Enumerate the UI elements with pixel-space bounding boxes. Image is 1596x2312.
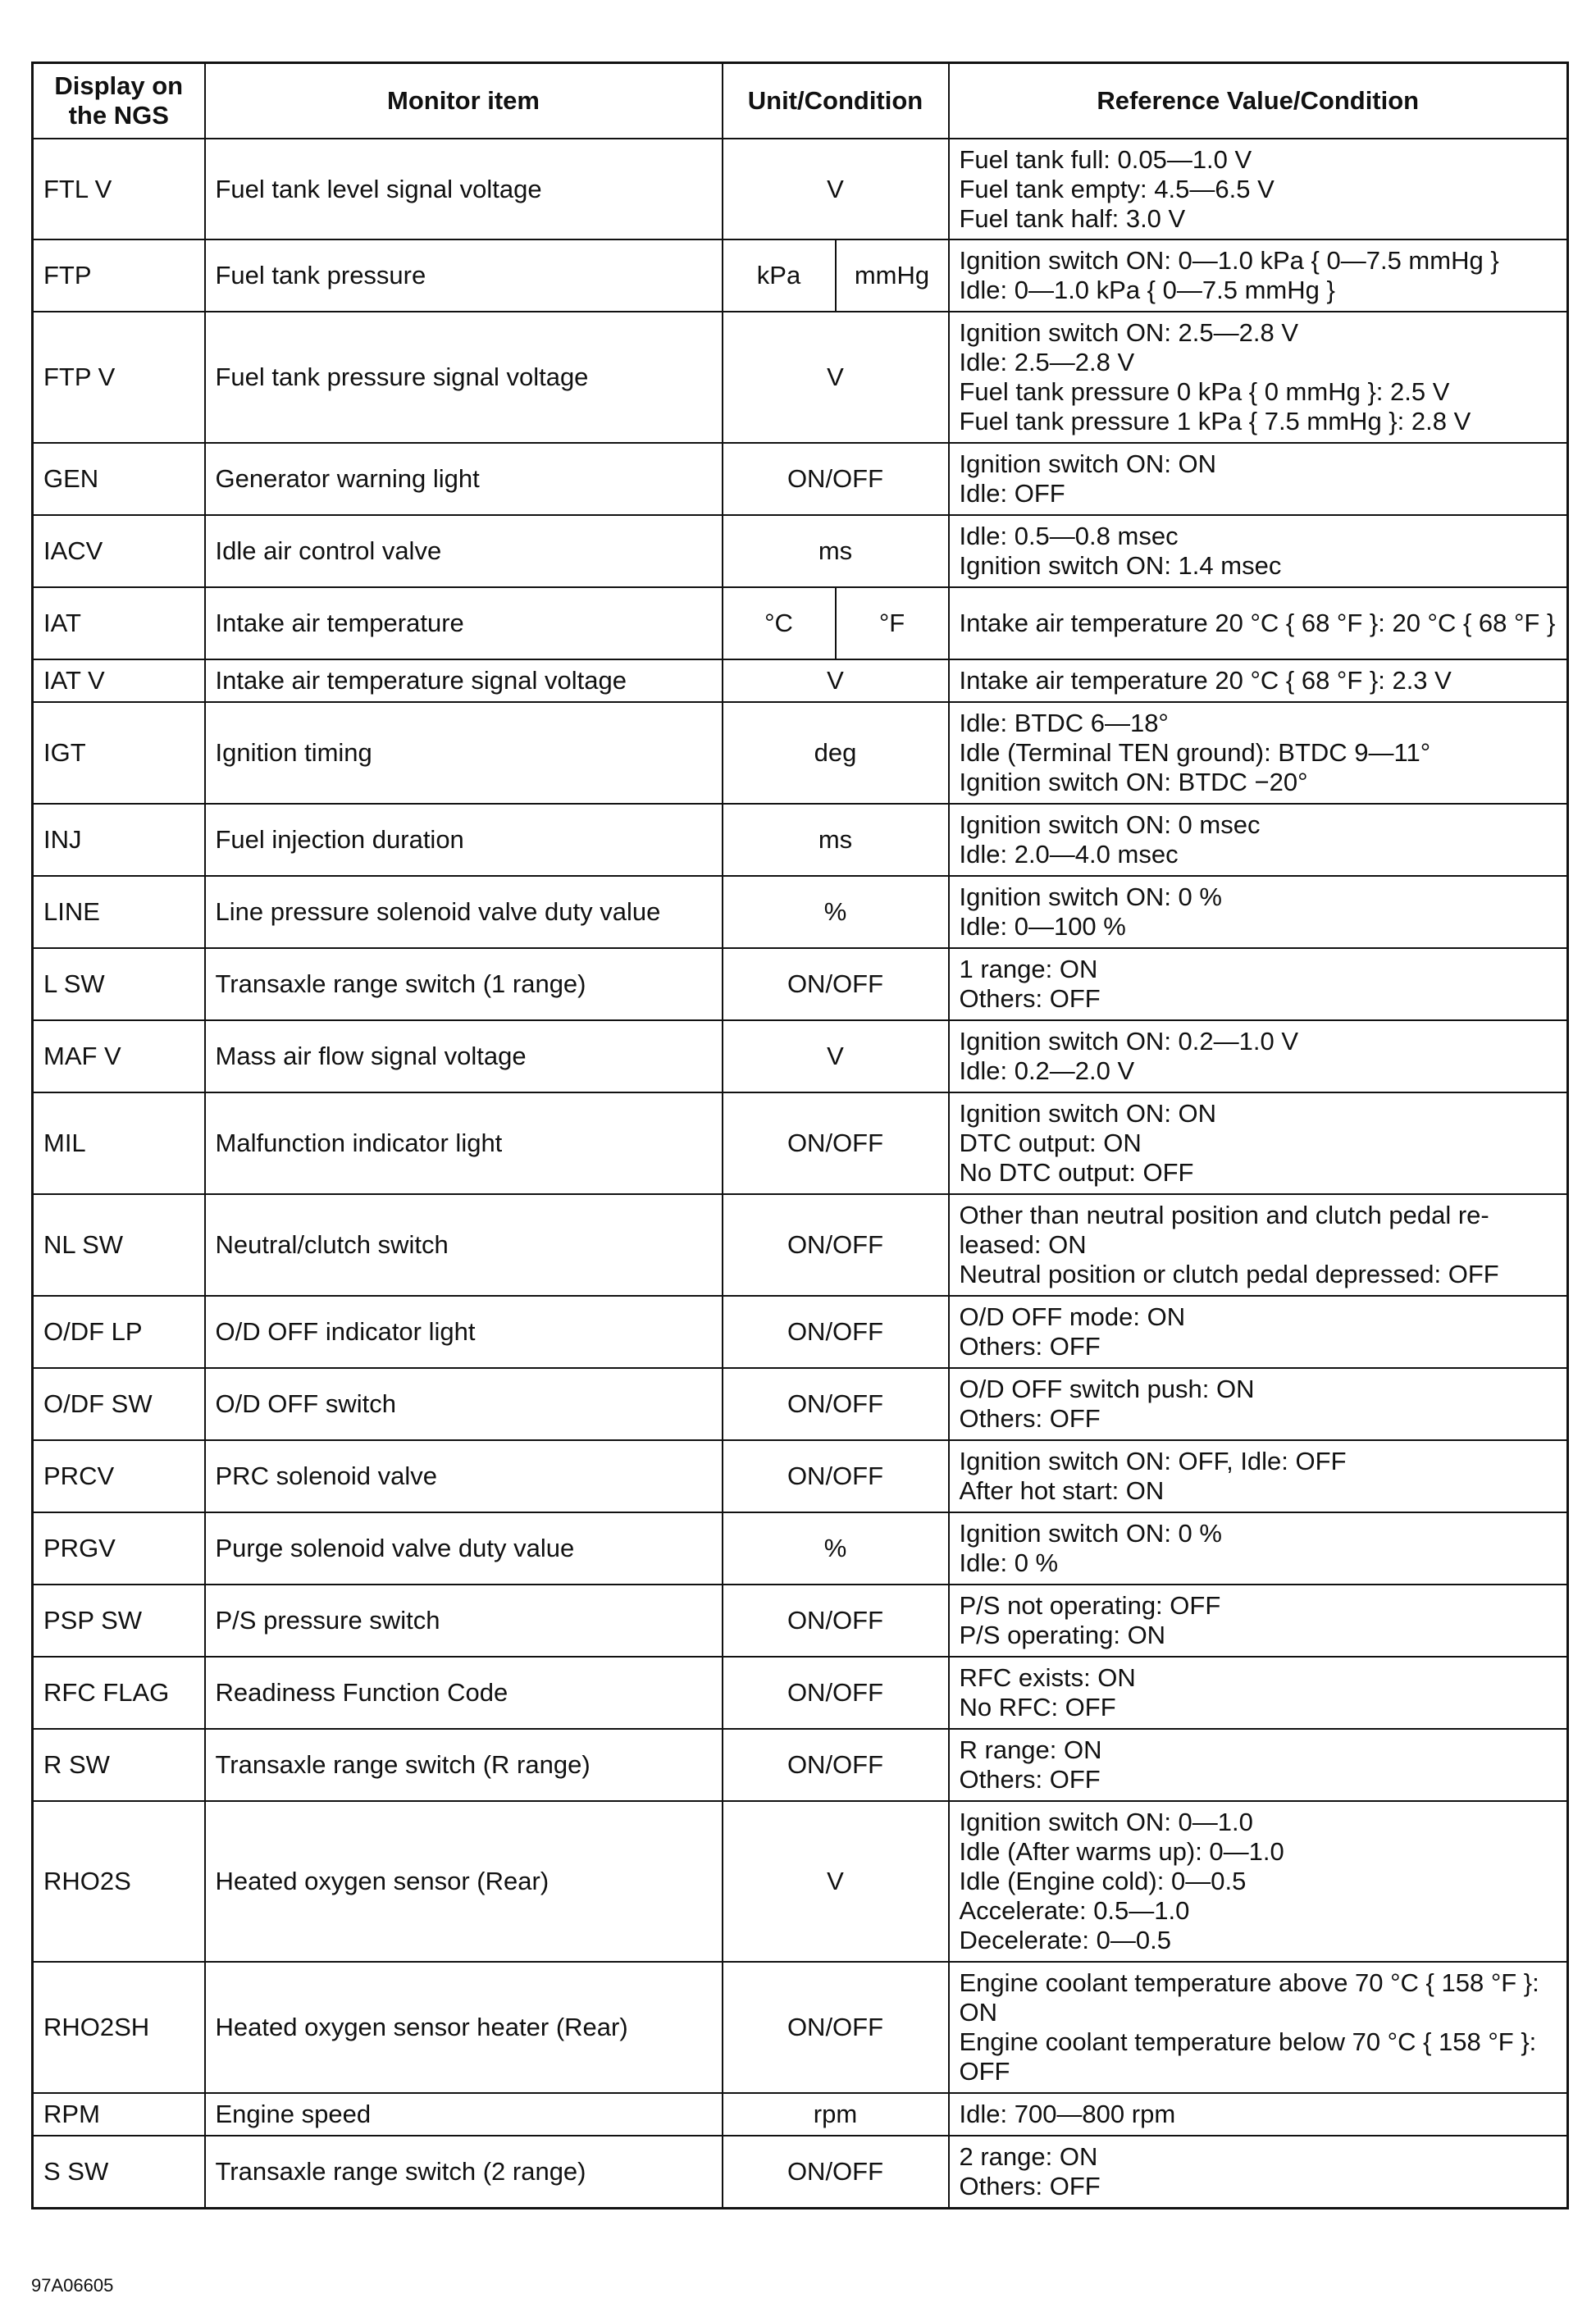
unit-cell: °C xyxy=(723,587,836,659)
monitor-item-cell: Ignition timing xyxy=(205,702,723,804)
reference-value-cell xyxy=(949,2093,1568,2136)
table-body xyxy=(33,139,1568,2208)
table-row xyxy=(33,139,1568,239)
unit-cell: ON/OFF xyxy=(723,1657,949,1729)
monitor-item-cell: Malfunction indicator light xyxy=(205,1092,723,1194)
table-row xyxy=(33,876,1568,948)
reference-line: After hot start: ON xyxy=(959,1476,1165,1505)
table-row xyxy=(33,1020,1568,1092)
table-row xyxy=(33,1440,1568,1512)
reference-value-cell xyxy=(949,659,1568,702)
display-code-cell: MAF V xyxy=(33,1020,205,1092)
monitor-item-cell: Intake air temperature xyxy=(205,587,723,659)
unit-cell: ON/OFF xyxy=(723,2136,949,2208)
header-reference-value: Reference Value/Condition xyxy=(949,63,1568,139)
display-code-cell: RFC FLAG xyxy=(33,1657,205,1729)
reference-line: Fuel tank empty: 4.5—6.5 V xyxy=(959,174,1275,203)
reference-line: O/D OFF switch push: ON xyxy=(959,1375,1255,1403)
display-code-cell: FTP V xyxy=(33,312,205,443)
monitor-item-cell: Mass air flow signal voltage xyxy=(205,1020,723,1092)
reference-line: Others: OFF xyxy=(959,1404,1101,1433)
display-code-cell: O/DF LP xyxy=(33,1296,205,1368)
monitor-item-cell: Fuel injection duration xyxy=(205,804,723,876)
monitor-item-cell: Engine speed xyxy=(205,2093,723,2136)
monitor-item-cell: Neutral/clutch switch xyxy=(205,1194,723,1296)
reference-line: P/S not operating: OFF xyxy=(959,1591,1221,1620)
display-code-cell: FTP xyxy=(33,239,205,312)
unit-cell: % xyxy=(723,1512,949,1585)
reference-line: P/S operating: ON xyxy=(959,1621,1166,1649)
reference-line: Fuel tank half: 3.0 V xyxy=(959,203,1186,233)
reference-line: Idle: OFF xyxy=(959,479,1065,508)
unit-cell: ON/OFF xyxy=(723,1194,949,1296)
header-display: Display on the NGS xyxy=(33,63,205,139)
table-row xyxy=(33,239,1568,312)
table-row xyxy=(33,1512,1568,1585)
reference-value-cell xyxy=(949,1440,1568,1512)
reference-line: Ignition switch ON: 2.5—2.8 V xyxy=(959,318,1299,347)
monitor-item-cell: Idle air control valve xyxy=(205,515,723,587)
display-code-cell: INJ xyxy=(33,804,205,876)
monitor-item-cell: Heated oxygen sensor (Rear) xyxy=(205,1801,723,1962)
monitor-item-cell: Purge solenoid valve duty value xyxy=(205,1512,723,1585)
table-row xyxy=(33,1962,1568,2093)
table-row xyxy=(33,659,1568,702)
unit-cell: ON/OFF xyxy=(723,1440,949,1512)
reference-line: O/D OFF mode: ON xyxy=(959,1302,1186,1331)
display-code-cell: IACV xyxy=(33,515,205,587)
display-code-cell: S SW xyxy=(33,2136,205,2208)
unit-cell: ON/OFF xyxy=(723,443,949,515)
reference-value-cell xyxy=(949,876,1568,948)
reference-value-cell xyxy=(949,1585,1568,1657)
reference-value-cell xyxy=(949,239,1568,312)
monitor-table xyxy=(31,62,1569,2209)
reference-line: Intake air temperature 20 °C { 68 °F }: 20 °C { 68 °F } xyxy=(959,609,1556,637)
reference-value-cell xyxy=(949,1194,1568,1296)
reference-value-cell xyxy=(949,1801,1568,1962)
display-code-cell: RHO2S xyxy=(33,1801,205,1962)
display-code-cell: NL SW xyxy=(33,1194,205,1296)
reference-line: Idle: 2.5—2.8 V xyxy=(959,348,1135,376)
reference-line: Idle: 0.5—0.8 msec xyxy=(959,522,1179,550)
reference-value-cell xyxy=(949,1020,1568,1092)
reference-line: Decelerate: 0—0.5 xyxy=(959,1926,1171,1954)
unit-cell: V xyxy=(723,1020,949,1092)
monitor-item-cell: Fuel tank pressure signal voltage xyxy=(205,312,723,443)
table-row xyxy=(33,1296,1568,1368)
table-row xyxy=(33,1194,1568,1296)
unit-cell: ms xyxy=(723,804,949,876)
monitor-item-cell: Transaxle range switch (1 range) xyxy=(205,948,723,1020)
reference-line: Ignition switch ON: 0 msec xyxy=(959,810,1261,839)
reference-value-cell xyxy=(949,2136,1568,2208)
monitor-item-cell: Transaxle range switch (R range) xyxy=(205,1729,723,1801)
unit-cell: ON/OFF xyxy=(723,1368,949,1440)
reference-value-cell xyxy=(949,1962,1568,2093)
reference-line: Others: OFF xyxy=(959,1765,1101,1794)
reference-line: Accelerate: 0.5—1.0 xyxy=(959,1896,1190,1925)
monitor-item-cell: O/D OFF indicator light xyxy=(205,1296,723,1368)
reference-line: Ignition switch ON: OFF, Idle: OFF xyxy=(959,1447,1347,1475)
unit-cell: ms xyxy=(723,515,949,587)
table-row xyxy=(33,948,1568,1020)
table-row xyxy=(33,2093,1568,2136)
reference-line: Ignition switch ON: 0 % xyxy=(959,882,1222,911)
display-code-cell: L SW xyxy=(33,948,205,1020)
table-row xyxy=(33,702,1568,804)
display-code-cell: O/DF SW xyxy=(33,1368,205,1440)
reference-line: No DTC output: OFF xyxy=(959,1158,1194,1187)
figure-code: 97A06605 xyxy=(31,2275,114,2296)
display-code-cell: IAT xyxy=(33,587,205,659)
reference-line: Idle: 0—1.0 kPa { 0—7.5 mmHg } xyxy=(959,276,1335,304)
display-code-cell: PRCV xyxy=(33,1440,205,1512)
reference-value-cell xyxy=(949,515,1568,587)
unit-cell: ON/OFF xyxy=(723,948,949,1020)
monitor-item-cell: Line pressure solenoid valve duty value xyxy=(205,876,723,948)
unit-cell: ON/OFF xyxy=(723,1296,949,1368)
reference-line: leased: ON xyxy=(959,1230,1087,1259)
reference-value-cell xyxy=(949,587,1568,659)
reference-line: Idle: 0—100 % xyxy=(959,912,1126,941)
reference-line: Intake air temperature 20 °C { 68 °F }: 2.3 V xyxy=(959,666,1452,695)
reference-value-cell xyxy=(949,1512,1568,1585)
reference-line: RFC exists: ON xyxy=(959,1663,1136,1692)
monitor-item-cell: Generator warning light xyxy=(205,443,723,515)
reference-line: Ignition switch ON: 0 % xyxy=(959,1519,1222,1548)
reference-value-cell xyxy=(949,1729,1568,1801)
reference-line: Idle (Terminal TEN ground): BTDC 9—11° xyxy=(959,738,1431,767)
header-row xyxy=(33,63,1568,139)
reference-line: Ignition switch ON: 0.2—1.0 V xyxy=(959,1027,1299,1056)
reference-line: Idle: 2.0—4.0 msec xyxy=(959,840,1179,869)
display-code-cell: GEN xyxy=(33,443,205,515)
reference-line: Idle (Engine cold): 0—0.5 xyxy=(959,1867,1247,1895)
table-row xyxy=(33,1092,1568,1194)
monitor-item-cell: Fuel tank level signal voltage xyxy=(205,139,723,239)
display-code-cell: PSP SW xyxy=(33,1585,205,1657)
reference-value-cell xyxy=(949,312,1568,443)
reference-line: Idle: 0.2—2.0 V xyxy=(959,1056,1135,1085)
reference-line: Other than neutral position and clutch pedal re- xyxy=(959,1201,1489,1229)
table-row xyxy=(33,2136,1568,2208)
unit-cell: V xyxy=(723,139,949,239)
display-code-cell: LINE xyxy=(33,876,205,948)
reference-line: Neutral position or clutch pedal depressed: OFF xyxy=(959,1260,1499,1288)
reference-line: Ignition switch ON: 1.4 msec xyxy=(959,551,1282,580)
unit-cell: ON/OFF xyxy=(723,1092,949,1194)
display-code-cell: IGT xyxy=(33,702,205,804)
reference-line: 1 range: ON xyxy=(959,955,1098,983)
table-row xyxy=(33,515,1568,587)
reference-line: Ignition switch ON: ON xyxy=(959,1099,1217,1128)
display-code-cell: RHO2SH xyxy=(33,1962,205,2093)
header-unit-condition: Unit/Condition xyxy=(723,63,949,139)
reference-value-cell xyxy=(949,1368,1568,1440)
unit-cell: °F xyxy=(836,587,949,659)
reference-line: No RFC: OFF xyxy=(959,1693,1116,1721)
display-code-cell: RPM xyxy=(33,2093,205,2136)
reference-value-cell xyxy=(949,443,1568,515)
reference-line: Others: OFF xyxy=(959,1332,1101,1361)
reference-value-cell xyxy=(949,1657,1568,1729)
table-row xyxy=(33,1368,1568,1440)
reference-line: Idle: 0 % xyxy=(959,1548,1059,1577)
reference-line: Ignition switch ON: 0—1.0 xyxy=(959,1808,1253,1836)
table-row xyxy=(33,1801,1568,1962)
unit-cell: V xyxy=(723,1801,949,1962)
monitor-item-cell: Intake air temperature signal voltage xyxy=(205,659,723,702)
reference-line: R range: ON xyxy=(959,1735,1102,1764)
reference-value-cell xyxy=(949,1092,1568,1194)
table-row xyxy=(33,443,1568,515)
reference-line: 2 range: ON xyxy=(959,2141,1098,2171)
unit-cell: ON/OFF xyxy=(723,1729,949,1801)
reference-value-cell xyxy=(949,1296,1568,1368)
monitor-item-cell: P/S pressure switch xyxy=(205,1585,723,1657)
unit-cell: V xyxy=(723,659,949,702)
table-row xyxy=(33,1729,1568,1801)
reference-value-cell xyxy=(949,139,1568,239)
table-row xyxy=(33,804,1568,876)
table-row xyxy=(33,1585,1568,1657)
unit-cell: ON/OFF xyxy=(723,1585,949,1657)
monitor-item-cell: Transaxle range switch (2 range) xyxy=(205,2136,723,2208)
unit-cell: kPa xyxy=(723,239,836,312)
display-code-cell: R SW xyxy=(33,1729,205,1801)
monitor-item-cell: Readiness Function Code xyxy=(205,1657,723,1729)
reference-line: Engine coolant temperature below 70 °C { 158 °F }: OFF xyxy=(959,2027,1537,2086)
reference-line: Others: OFF xyxy=(959,984,1101,1013)
display-code-cell: MIL xyxy=(33,1092,205,1194)
table-row xyxy=(33,1657,1568,1729)
reference-line: Idle: BTDC 6—18° xyxy=(959,709,1169,737)
reference-line: Idle: 700—800 rpm xyxy=(959,2100,1176,2128)
unit-cell: deg xyxy=(723,702,949,804)
reference-line: Ignition switch ON: ON xyxy=(959,449,1217,478)
monitor-item-cell: PRC solenoid valve xyxy=(205,1440,723,1512)
monitor-item-cell: Fuel tank pressure xyxy=(205,239,723,312)
display-code-cell: PRGV xyxy=(33,1512,205,1585)
reference-line: Fuel tank full: 0.05—1.0 V xyxy=(959,144,1252,174)
display-code-cell: FTL V xyxy=(33,139,205,239)
monitor-item-cell: Heated oxygen sensor heater (Rear) xyxy=(205,1962,723,2093)
reference-line: Idle (After warms up): 0—1.0 xyxy=(959,1837,1284,1866)
header-monitor-item: Monitor item xyxy=(205,63,723,139)
table-row xyxy=(33,587,1568,659)
unit-cell: mmHg xyxy=(836,239,949,312)
reference-value-cell xyxy=(949,804,1568,876)
display-code-cell: IAT V xyxy=(33,659,205,702)
reference-line: Fuel tank pressure 0 kPa { 0 mmHg }: 2.5 V xyxy=(959,377,1450,406)
table-row xyxy=(33,312,1568,443)
reference-line: Fuel tank pressure 1 kPa { 7.5 mmHg }: 2.8 V xyxy=(959,407,1471,435)
reference-value-cell xyxy=(949,702,1568,804)
unit-cell: % xyxy=(723,876,949,948)
unit-cell: ON/OFF xyxy=(723,1962,949,2093)
reference-line: Others: OFF xyxy=(959,2171,1101,2200)
reference-line: Ignition switch ON: 0—1.0 kPa { 0—7.5 mmHg } xyxy=(959,246,1499,275)
reference-line: DTC output: ON xyxy=(959,1129,1142,1157)
monitor-item-cell: O/D OFF switch xyxy=(205,1368,723,1440)
reference-line: Engine coolant temperature above 70 °C { 158 °F }: ON xyxy=(959,1968,1539,2027)
reference-value-cell xyxy=(949,948,1568,1020)
reference-line: Ignition switch ON: BTDC −20° xyxy=(959,768,1308,796)
unit-cell: V xyxy=(723,312,949,443)
unit-cell: rpm xyxy=(723,2093,949,2136)
